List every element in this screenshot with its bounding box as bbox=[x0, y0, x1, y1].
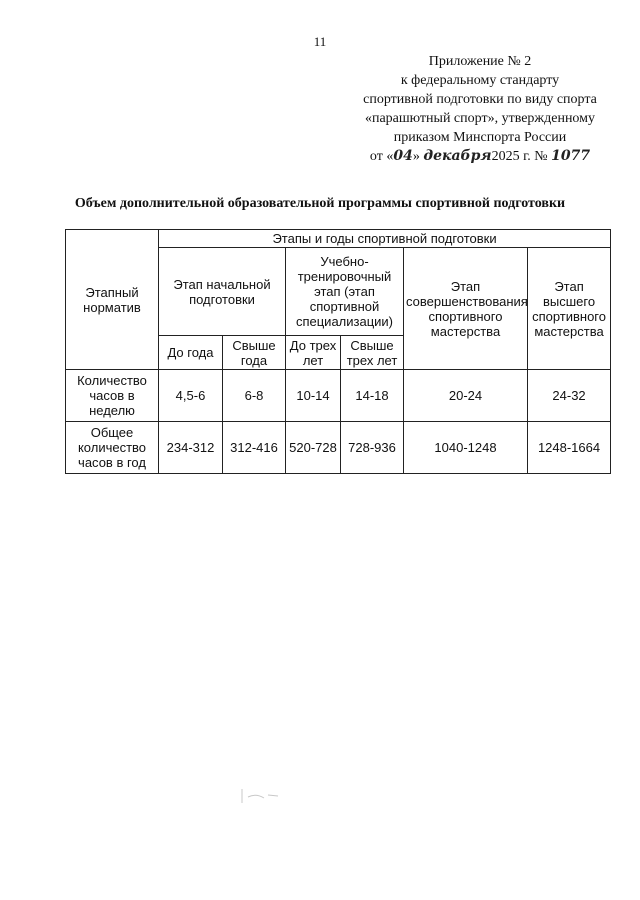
appendix-line: Приложение № 2 bbox=[428, 54, 532, 69]
row-label-cell: Количество часов в неделю bbox=[66, 370, 159, 422]
subheader-cell: До трех лет bbox=[286, 336, 341, 370]
stage-header-cell: Этап высшего спортивного мастерства bbox=[528, 248, 611, 370]
page-number: 11 bbox=[313, 34, 327, 49]
subheader-cell: Свыше трех лет bbox=[341, 336, 404, 370]
appendix-line: к федеральному стандарту bbox=[400, 73, 560, 88]
value-cell: 1040-1248 bbox=[404, 422, 528, 474]
value-cell: 6-8 bbox=[223, 370, 286, 422]
appendix-line: спортивной подготовки по виду спорта bbox=[363, 92, 597, 107]
value-cell: 20-24 bbox=[404, 370, 528, 422]
value-cell: 728-936 bbox=[341, 422, 404, 474]
norms-table bbox=[65, 229, 611, 474]
value-cell: 520-728 bbox=[286, 422, 341, 474]
handwritten-number: 1077 bbox=[551, 148, 591, 164]
stage-header-cell: Этап совершенствования спортивного мастерства bbox=[404, 248, 528, 370]
value-cell: 1248-1664 bbox=[528, 422, 611, 474]
value-cell: 10-14 bbox=[286, 370, 341, 422]
stage-header-cell: Учебно-тренировочный этап (этап спортивной специализации) bbox=[286, 248, 404, 336]
table-row bbox=[66, 370, 611, 422]
appendix-block bbox=[330, 52, 630, 166]
table-row bbox=[66, 422, 611, 474]
row-label-cell: Общее количество часов в год bbox=[66, 422, 159, 474]
value-cell: 14-18 bbox=[341, 370, 404, 422]
value-cell: 234-312 bbox=[159, 422, 223, 474]
value-cell: 4,5-6 bbox=[159, 370, 223, 422]
appendix-line: «парашютный спорт», утвержденному bbox=[364, 111, 596, 126]
row-header-cell: Этапный норматив bbox=[66, 230, 159, 370]
date-mid: » bbox=[412, 149, 424, 164]
subheader-cell: Свыше года bbox=[223, 336, 286, 370]
subheader-cell: До года bbox=[159, 336, 223, 370]
handwritten-day: 04 bbox=[393, 148, 413, 164]
date-year: 2025 г. № bbox=[491, 149, 552, 164]
appendix-line: приказом Минспорта России bbox=[393, 130, 567, 145]
faint-scan-mark bbox=[238, 785, 282, 807]
value-cell: 24-32 bbox=[528, 370, 611, 422]
appendix-date-line bbox=[330, 147, 630, 166]
stage-header-cell: Этап начальной подготовки bbox=[159, 248, 286, 336]
date-prefix: от « bbox=[369, 149, 394, 164]
value-cell: 312-416 bbox=[223, 422, 286, 474]
document-title: Объем дополнительной образовательной программы спортивной подготовки bbox=[74, 196, 566, 211]
group-header-cell: Этапы и годы спортивной подготовки bbox=[159, 230, 611, 248]
handwritten-month: декабря bbox=[423, 148, 492, 164]
